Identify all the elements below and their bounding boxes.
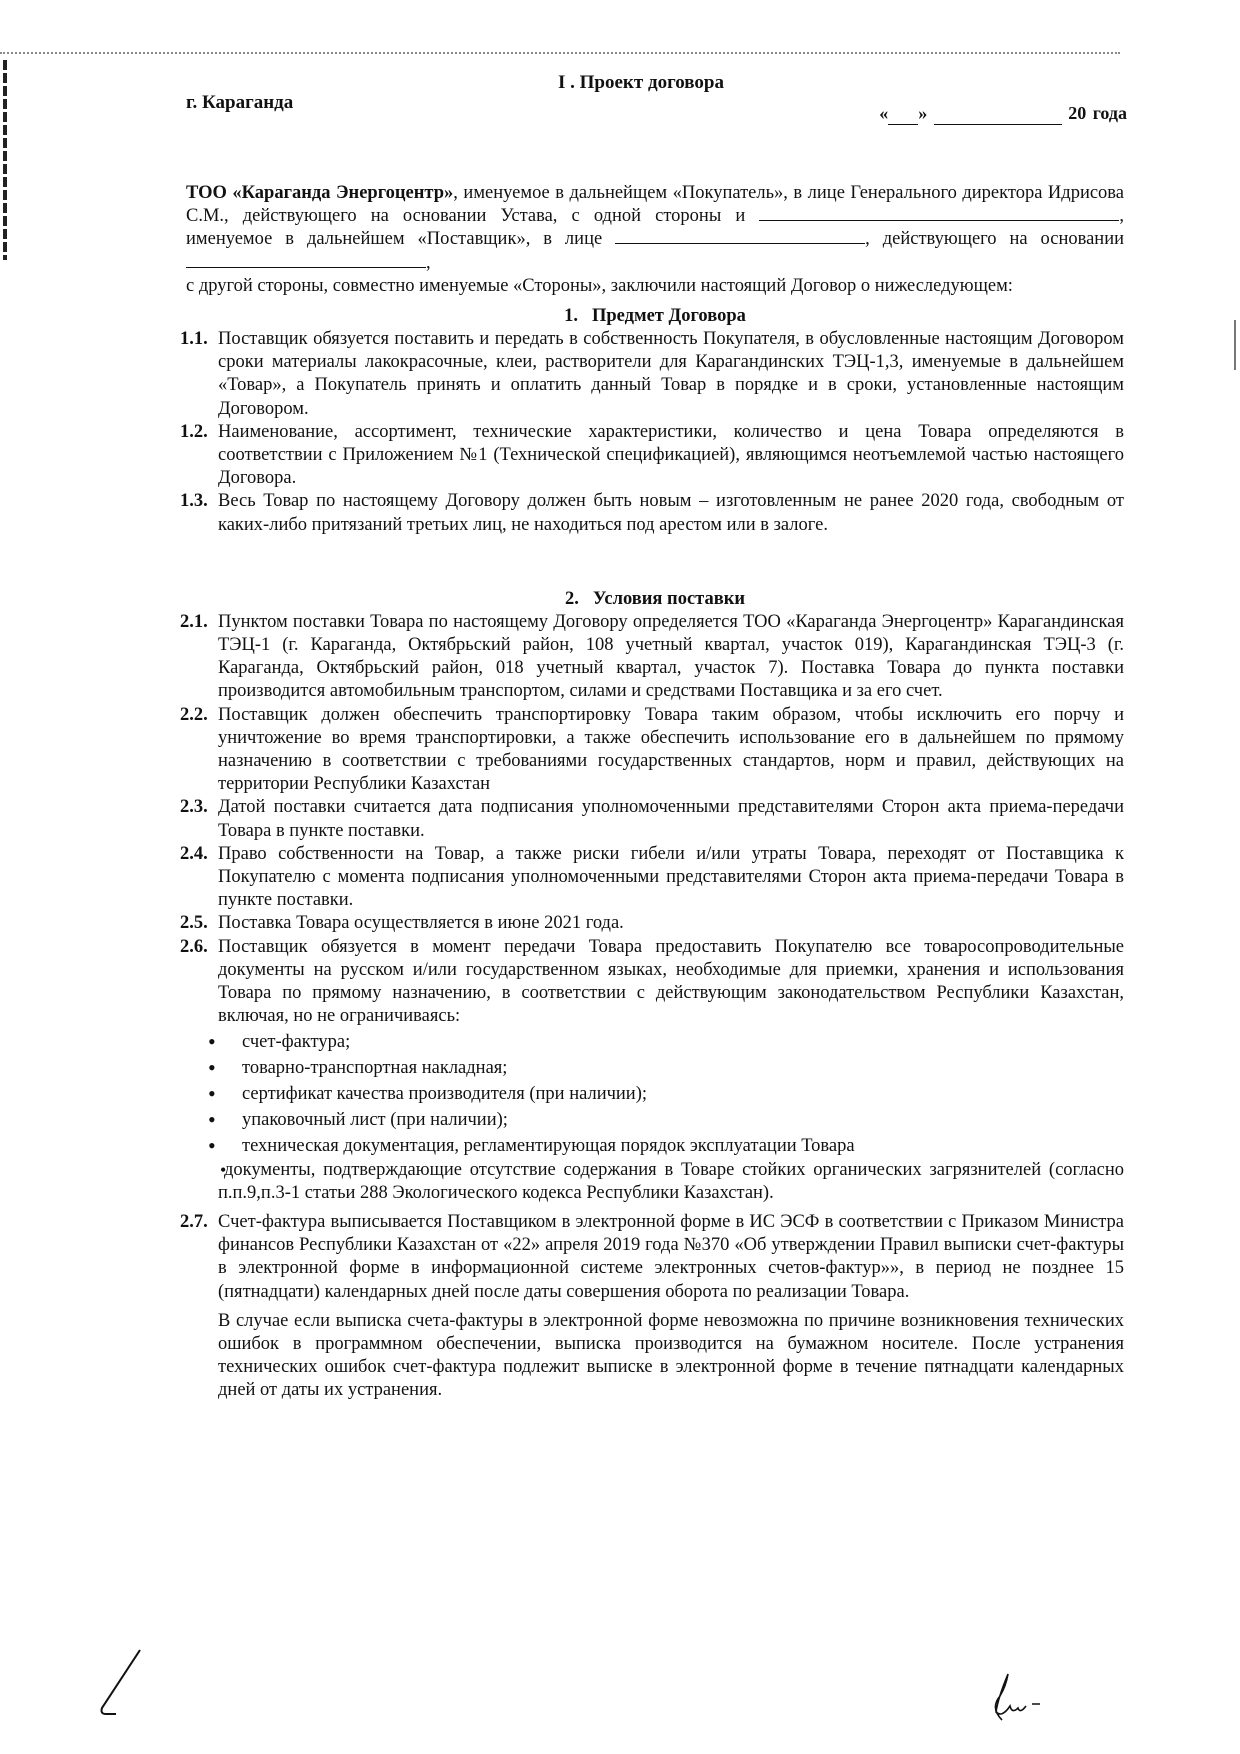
scan-artifact-top: [0, 52, 1120, 54]
intro-paragraph: ТОО «Караганда Энергоцентр», именуемое в дальнейщем «Покупатель», в лице Генерального директора Идрисова С.М., действующего на основании Устава, с одной стороны и , именуемое в дальнейшем «Поставщик», в лице , действующего на основании ,: [186, 183, 1125, 273]
list-item: • техническая документация, регламентирующая порядок эксплуатации Товара: [186, 1133, 1124, 1159]
list-item: • сертификат качества производителя (при наличии);: [186, 1081, 1124, 1107]
section-1-heading: 1. Предмет Договора: [564, 306, 746, 327]
list-item: • счет-фактура;: [186, 1029, 1124, 1055]
section-2-heading: 2. Условия поставки: [564, 588, 746, 609]
clause-2-1: 2.1. Пунктом поставки Товара по настоящему Договору определяется ТОО «Караганда Энергоцентр» Карагандинская ТЭЦ-1 (г. Караганда, Октябрьский район, 108 учетный квартал, участок 019), Карагандинская ТЭЦ-3 (г. Караганда, Октябрьский район, 018 учетный квартал, участок 7). Поставка Товара до пункта поставки производится автомобильным транспортом, силами и средствами Поставщика и за его счет.: [180, 611, 1124, 702]
date-month-blank: [934, 103, 1062, 125]
contract-body: [180, 182, 1125, 1403]
list-item: • товарно-транспортная накладная;: [186, 1055, 1124, 1081]
documents-list: [186, 1029, 1124, 1205]
clause-2-2: 2.2. Поставщик должен обеспечить транспортировку Товара таким образом, чтобы исключить его порчу и уничтожение во время транспортировки, а также обеспечить использование его в дальнейшем по прямому назначению в соответствии с требованиями государственных стандартов, норм и правил, действующих на территории Республики Казахстан: [180, 704, 1124, 795]
clause-1-1: 1.1. Поставщик обязуется поставить и передать в собственность Покупателя, в обусловленные настоящим Договором сроки материалы лакокрасочные, клеи, растворители для Карагандинских ТЭЦ-1,3, именуемые в дальнейшем «Товар», а Покупатель принять и оплатить данный Товар в порядке и в сроки, установленные настоящим Договором.: [180, 329, 1124, 419]
supplier-signature-icon: [980, 1668, 1050, 1728]
list-item: • упаковочный лист (при наличии);: [186, 1107, 1124, 1133]
buyer-name: ТОО «Караганда Энергоцентр»: [186, 183, 454, 203]
intro-parties: с другой стороны, совместно именуемые «Стороны», заключили настоящий Договор о нижеследующем:: [186, 275, 1013, 296]
clause-2-4: 2.4. Право собственности на Товар, а также риски гибели и/или утраты Товара, переходят от Поставщика к Покупателю с момента подписания уполномоченными представителями Сторон акта приема-передачи Товара в пункте поставки.: [180, 843, 1124, 911]
scan-artifact-right: [1234, 320, 1236, 370]
date-day-blank: [888, 103, 918, 125]
clause-2-6: 2.6. Поставщик обязуется в момент передачи Товара предоставить Покупателю все товаросопроводительные документы на русском и/или государственном языках, необходимые для приемки, хранения и использования Товара по прямому назначению, в соответствии с действующим законодательством Республики Казахстан, включая, но не ограничиваясь:: [180, 936, 1124, 1027]
clause-2-7-continuation: В случае если выписка счета-фактуры в электронной форме невозможна по причине возникновения технических ошибок в программном обеспечении, выписка производится на бумажном носителе. После устранения технических ошибок счет-фактура подлежит выписке в электронной форме в течение пятнадцати календарных дней от даты их устранения.: [218, 1310, 1124, 1401]
scan-artifact-left: [3, 60, 7, 260]
contract-city: г. Караганда: [186, 92, 294, 113]
clause-2-7: 2.7. Счет-фактура выписывается Поставщиком в электронной форме в ИС ЭСФ в соответствии с Приказом Министра финансов Республики Казахстан от «22» апреля 2019 года №370 «Об утверждении Правил выписки счет-фактуры в электронной форме в информационной системе электронных счетов-фактур»», в период не позднее 15 (пятнадцати) календарных дней после даты совершения оборота по реализации Товара.: [180, 1211, 1124, 1302]
clause-2-5: 2.5. Поставка Товара осуществляется в июне 2021 года.: [180, 913, 624, 934]
buyer-signature-icon: [92, 1648, 152, 1718]
clause-2-3: 2.3. Датой поставки считается дата подписания уполномоченными представителями Сторон акта приема-передачи Товара в пункте поставки.: [180, 797, 1124, 841]
supplier-representative-blank: [615, 229, 865, 244]
clause-1-2: 1.2. Наименование, ассортимент, технические характеристики, количество и цена Товара определяются в соответствии с Приложением №1 (Технической спецификацией), являющимся неотъемлемой частью настоящего Договора.: [180, 421, 1124, 489]
document-title: I . Проект договора: [558, 72, 724, 93]
supplier-basis-blank: [186, 253, 426, 268]
supplier-name-blank: [759, 206, 1119, 221]
contract-date: « » 20 года: [879, 103, 1127, 123]
list-item: • документы, подтверждающие отсутствие содержания в Товаре стойких органических загрязнителей (согласно п.п.9,п.3-1 статьи 288 Экологического кодекса Республики Казахстан).: [186, 1159, 1124, 1205]
clause-1-3: 1.3. Весь Товар по настоящему Договору должен быть новым – изготовленным не ранее 2020 года, свободным от каких-либо притязаний третьих лиц, не находиться под арестом или в залоге.: [180, 491, 1124, 535]
